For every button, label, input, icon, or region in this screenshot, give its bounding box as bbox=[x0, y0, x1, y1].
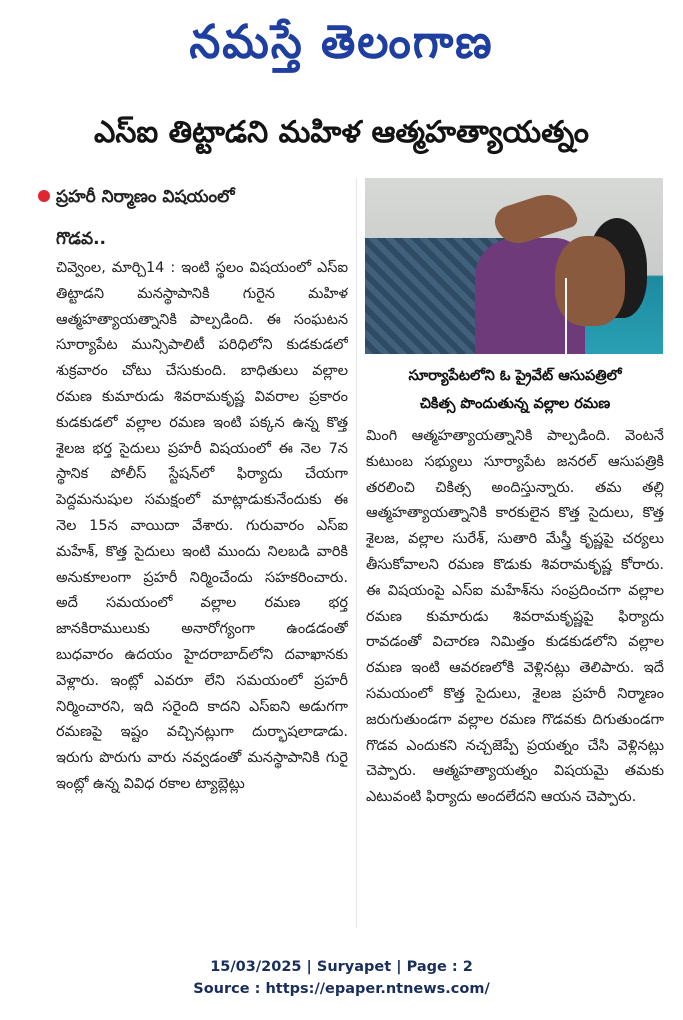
photo-caption-line-2: చికిత్స పొందుతున్న వల్లాల రమణ bbox=[419, 396, 611, 412]
article-photo bbox=[365, 178, 663, 354]
article-body-right: మింగి ఆత్మహత్యాయత్నానికి పాల్పడింది. వెంటనే కుటుంబ సభ్యులు సూర్యాపేట జనరల్ ఆసుపత్రికి తరలించి చికిత్స అందిస్తున్నారు. తమ తల్లి ఆత్మహత్యాయత్నానికి కారకులైన కొత్త సైదులు, కొత్త శైలజ, వల్లాల సురేశ్, సుతారి మేస్త్రీ కృష్ణపై చర్యలు తీసుకోవాలని రమణ కొడుకు శివరామకృష్ణ కోరారు. ఈ విషయంపై ఎస్ఐ మహేశ్‌ను సంప్రదించగా వల్లాల రమణ కుమారుడు శివరామకృష్ణపై ఫిర్యాదు రావడంతో విచారణ నిమిత్తం కుడకుడలోని వల్లాల రమణ ఇంటి ఆవరణలోకి వెళ్లినట్లు తెలిపారు. ఇదే సమయంలో కొత్త సైదులు, శైలజ ప్రహరీ నిర్మాణం జరుగుతుండగా వల్లాల రమణ గొడవకు దిగుతుండగా గొడవ ఎందుకని నచ్చజెప్పే ప్రయత్నం చేసి వెళ్లినట్లు చెప్పారు. ఆత్మహత్యాయత్నం విషయమై తమకు ఎటువంటి ఫిర్యాదు అందలేదని ఆయన చెప్పారు. bbox=[366, 428, 664, 806]
masthead bbox=[0, 8, 683, 78]
kicker-line-1: ప్రహరీ నిర్మాణం విషయంలో bbox=[56, 187, 235, 207]
page-footer bbox=[0, 956, 683, 1000]
kicker-line-2: గొడవ.. bbox=[56, 229, 107, 249]
photo-iv-tube bbox=[565, 278, 567, 354]
bullet-icon bbox=[38, 190, 50, 202]
photo-caption-line-1: సూర్యాపేటలోని ఓ ప్రైవేట్ ఆసుపత్రిలో bbox=[408, 368, 622, 384]
photo-caption bbox=[366, 362, 664, 418]
newspaper-logo: నమస్తే తెలంగాణ bbox=[189, 15, 494, 70]
footer-source-link[interactable]: Source : https://epaper.ntnews.com/ bbox=[193, 981, 490, 997]
article-headline: ఎస్ఐ తిట్టాడని మహిళ ఆత్మహత్యాయత్నం bbox=[94, 115, 589, 150]
column-divider bbox=[356, 178, 357, 928]
article-body-left: చివ్వెంల, మార్చి14 : ఇంటి స్థలం విషయంలో ఎస్ఐ తిట్టాడని మనస్థాపానికి గురైన మహిళ ఆత్మహత్యాయత్నానికి పాల్పడింది. ఈ సంఘటన సూర్యాపేట మున్సిపాలిటీ పరిధిలోని కుడకుడలో శుక్రవారం చోటు చేసుకుంది. బాధితులు వల్లాల రమణ కుమారుడు శివరామకృష్ణ వివరాల ప్రకారం కుడకుడలో వల్లాల రమణ ఇంటి పక్కన ఉన్న కొత్త శైలజ భర్త సైదులు ప్రహరీ విషయంలో ఈ నెల 7న స్థానిక పోలీస్ స్టేషన్‌లో ఫిర్యాదు చేయగా పెద్దమనుషుల సమక్షంలో మాట్లాడుకునేందుకు ఈ నెల 15న వాయిదా వేశారు. గురువారం ఎస్ఐ మహేశ్, కొత్త సైదులు ఇంటి ముందు నిలబడి వారికి అనుకూలంగా ప్రహరీ నిర్మించేందు సహకరించారు. అదే సమయంలో వల్లాల రమణ భర్త జానకిరాములుకు అనారోగ్యంగా ఉండడంతో బుధవారం ఉదయం హైదరాబాద్‌లోని దవాఖానకు వెళ్లారు. ఇంట్లో ఎవరూ లేని సమయంలో ప్రహరీ నిర్మించారని, ఇది సరైంది కాదని ఎస్ఐని అడుగగా రమణపై ఇష్టం వచ్చినట్లుగా దుర్భాషలాడాడు. ఇరుగు పొరుగు వారు నవ్వడంతో మనస్థాపానికి గురై ఇంట్లో ఉన్న వివిధ రకాల ట్యాబ్లెట్లు bbox=[56, 260, 348, 792]
footer-date-edition: 15/03/2025 | Suryapet | Page : 2 bbox=[210, 959, 473, 975]
